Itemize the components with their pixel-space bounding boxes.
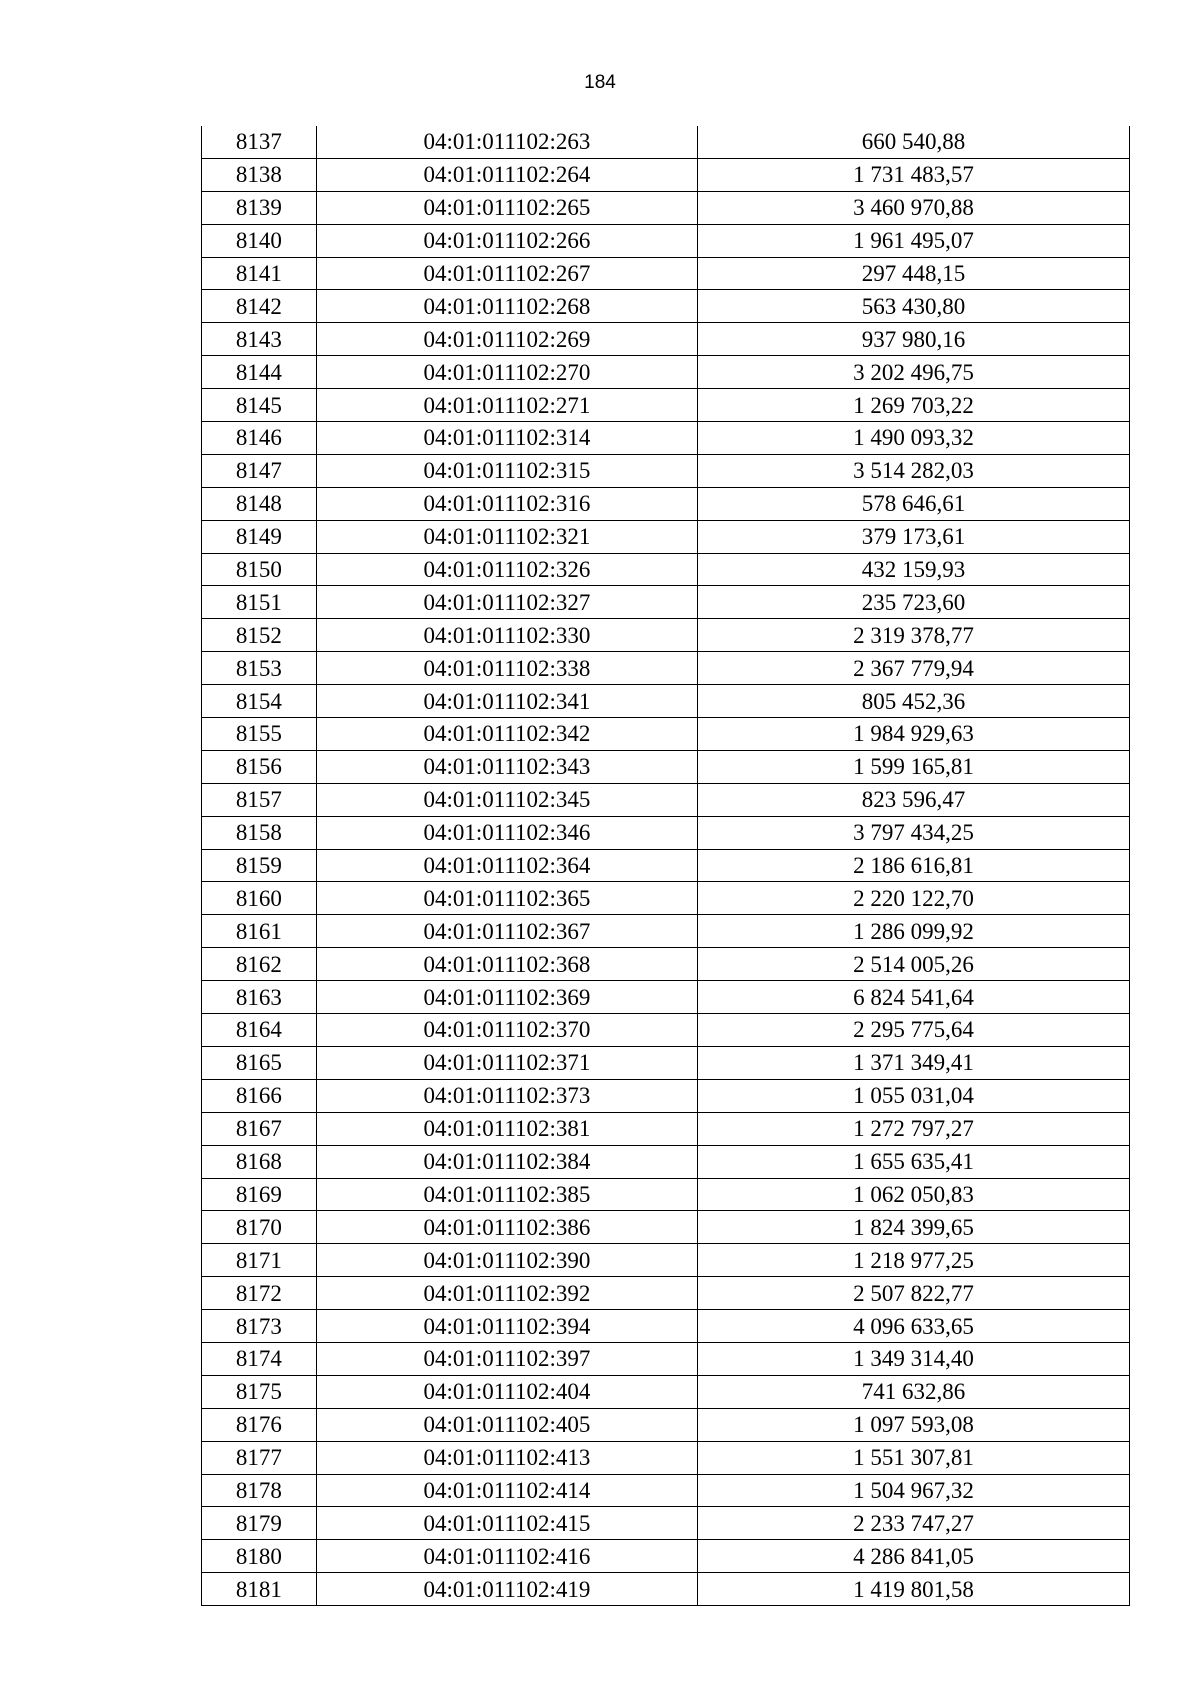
row-number-cell: 8154: [202, 685, 317, 718]
table-row: [202, 257, 1130, 290]
cadastral-value-cell: 3 202 496,75: [698, 356, 1130, 389]
table-row: [202, 783, 1130, 816]
cadastral-value-cell: 1 961 495,07: [698, 224, 1130, 257]
cadastral-value-cell: 4 096 633,65: [698, 1310, 1130, 1343]
cadastral-number-cell: 04:01:011102:271: [316, 389, 697, 422]
table-row: [202, 454, 1130, 487]
cadastral-value-cell: 2 295 775,64: [698, 1014, 1130, 1047]
table-row: [202, 290, 1130, 323]
table-row: [202, 126, 1130, 158]
cadastral-number-cell: 04:01:011102:416: [316, 1540, 697, 1573]
table-row: [202, 948, 1130, 981]
cadastral-value-cell: 1 055 031,04: [698, 1079, 1130, 1112]
table-row: [202, 619, 1130, 652]
page-number: 184: [584, 72, 616, 93]
table-row: [202, 356, 1130, 389]
cadastral-value-cell: 741 632,86: [698, 1375, 1130, 1408]
cadastral-value-cell: 1 062 050,83: [698, 1178, 1130, 1211]
table-row: [202, 981, 1130, 1014]
row-number-cell: 8172: [202, 1277, 317, 1310]
cadastral-value-cell: 2 233 747,27: [698, 1507, 1130, 1540]
cadastral-value-cell: 1 286 099,92: [698, 915, 1130, 948]
table-row: [202, 191, 1130, 224]
cadastral-number-cell: 04:01:011102:390: [316, 1244, 697, 1277]
cadastral-number-cell: 04:01:011102:413: [316, 1441, 697, 1474]
cadastral-value-cell: 2 507 822,77: [698, 1277, 1130, 1310]
cadastral-number-cell: 04:01:011102:394: [316, 1310, 697, 1343]
row-number-cell: 8140: [202, 224, 317, 257]
row-number-cell: 8162: [202, 948, 317, 981]
row-number-cell: 8179: [202, 1507, 317, 1540]
table-row: [202, 1342, 1130, 1375]
table-row: [202, 158, 1130, 191]
cadastral-value-cell: 2 220 122,70: [698, 882, 1130, 915]
cadastral-value-cell: 235 723,60: [698, 586, 1130, 619]
row-number-cell: 8171: [202, 1244, 317, 1277]
row-number-cell: 8142: [202, 290, 317, 323]
table-row: [202, 422, 1130, 455]
cadastral-value-cell: 660 540,88: [698, 126, 1130, 158]
cadastral-number-cell: 04:01:011102:321: [316, 520, 697, 553]
cadastral-value-cell: 805 452,36: [698, 685, 1130, 718]
table-row: [202, 1079, 1130, 1112]
table-row: [202, 882, 1130, 915]
cadastral-number-cell: 04:01:011102:385: [316, 1178, 697, 1211]
cadastral-number-cell: 04:01:011102:263: [316, 126, 697, 158]
cadastral-value-cell: 2 319 378,77: [698, 619, 1130, 652]
cadastral-value-cell: 578 646,61: [698, 487, 1130, 520]
table-row: [202, 323, 1130, 356]
row-number-cell: 8176: [202, 1408, 317, 1441]
cadastral-value-cell: 1 655 635,41: [698, 1145, 1130, 1178]
cadastral-number-cell: 04:01:011102:397: [316, 1342, 697, 1375]
table-row: [202, 685, 1130, 718]
cadastral-number-cell: 04:01:011102:405: [316, 1408, 697, 1441]
table-row: [202, 1474, 1130, 1507]
row-number-cell: 8138: [202, 158, 317, 191]
table-row: [202, 1178, 1130, 1211]
cadastral-number-cell: 04:01:011102:264: [316, 158, 697, 191]
row-number-cell: 8168: [202, 1145, 317, 1178]
cadastral-value-cell: 1 731 483,57: [698, 158, 1130, 191]
row-number-cell: 8167: [202, 1112, 317, 1145]
row-number-cell: 8178: [202, 1474, 317, 1507]
cadastral-value-cell: 1 824 399,65: [698, 1211, 1130, 1244]
cadastral-number-cell: 04:01:011102:386: [316, 1211, 697, 1244]
table-row: [202, 915, 1130, 948]
cadastral-number-cell: 04:01:011102:316: [316, 487, 697, 520]
cadastral-number-cell: 04:01:011102:315: [316, 454, 697, 487]
row-number-cell: 8177: [202, 1441, 317, 1474]
table-row: [202, 1441, 1130, 1474]
cadastral-number-cell: 04:01:011102:415: [316, 1507, 697, 1540]
cadastral-value-cell: 1 349 314,40: [698, 1342, 1130, 1375]
cadastral-number-cell: 04:01:011102:343: [316, 750, 697, 783]
cadastral-number-cell: 04:01:011102:268: [316, 290, 697, 323]
row-number-cell: 8151: [202, 586, 317, 619]
row-number-cell: 8159: [202, 849, 317, 882]
cadastral-value-cell: 1 504 967,32: [698, 1474, 1130, 1507]
cadastral-value-cell: 3 797 434,25: [698, 816, 1130, 849]
table-row: [202, 1573, 1130, 1606]
cadastral-number-cell: 04:01:011102:265: [316, 191, 697, 224]
cadastral-number-cell: 04:01:011102:414: [316, 1474, 697, 1507]
row-number-cell: 8180: [202, 1540, 317, 1573]
table-row: [202, 816, 1130, 849]
row-number-cell: 8169: [202, 1178, 317, 1211]
row-number-cell: 8166: [202, 1079, 317, 1112]
row-number-cell: 8141: [202, 257, 317, 290]
cadastral-value-cell: 2 514 005,26: [698, 948, 1130, 981]
cadastral-value-table: [201, 126, 1130, 1606]
row-number-cell: 8153: [202, 652, 317, 685]
cadastral-value-cell: 432 159,93: [698, 553, 1130, 586]
row-number-cell: 8148: [202, 487, 317, 520]
row-number-cell: 8175: [202, 1375, 317, 1408]
table-body: [202, 126, 1130, 1606]
cadastral-number-cell: 04:01:011102:330: [316, 619, 697, 652]
table-row: [202, 389, 1130, 422]
cadastral-number-cell: 04:01:011102:365: [316, 882, 697, 915]
row-number-cell: 8155: [202, 718, 317, 751]
table-row: [202, 224, 1130, 257]
cadastral-value-cell: 1 272 797,27: [698, 1112, 1130, 1145]
table-row: [202, 1112, 1130, 1145]
cadastral-value-cell: 3 460 970,88: [698, 191, 1130, 224]
table-row: [202, 1014, 1130, 1047]
cadastral-value-cell: 1 269 703,22: [698, 389, 1130, 422]
row-number-cell: 8143: [202, 323, 317, 356]
table-row: [202, 1408, 1130, 1441]
row-number-cell: 8161: [202, 915, 317, 948]
row-number-cell: 8173: [202, 1310, 317, 1343]
table-row: [202, 520, 1130, 553]
cadastral-number-cell: 04:01:011102:404: [316, 1375, 697, 1408]
row-number-cell: 8152: [202, 619, 317, 652]
table-row: [202, 487, 1130, 520]
cadastral-value-cell: 1 599 165,81: [698, 750, 1130, 783]
cadastral-number-cell: 04:01:011102:373: [316, 1079, 697, 1112]
cadastral-number-cell: 04:01:011102:384: [316, 1145, 697, 1178]
row-number-cell: 8160: [202, 882, 317, 915]
row-number-cell: 8146: [202, 422, 317, 455]
row-number-cell: 8150: [202, 553, 317, 586]
cadastral-number-cell: 04:01:011102:314: [316, 422, 697, 455]
cadastral-value-cell: 1 419 801,58: [698, 1573, 1130, 1606]
row-number-cell: 8147: [202, 454, 317, 487]
cadastral-value-cell: 1 490 093,32: [698, 422, 1130, 455]
cadastral-number-cell: 04:01:011102:269: [316, 323, 697, 356]
cadastral-number-cell: 04:01:011102:364: [316, 849, 697, 882]
cadastral-number-cell: 04:01:011102:369: [316, 981, 697, 1014]
cadastral-number-cell: 04:01:011102:345: [316, 783, 697, 816]
table-row: [202, 1277, 1130, 1310]
cadastral-value-cell: 1 984 929,63: [698, 718, 1130, 751]
cadastral-value-cell: 3 514 282,03: [698, 454, 1130, 487]
cadastral-number-cell: 04:01:011102:371: [316, 1046, 697, 1079]
cadastral-value-cell: 6 824 541,64: [698, 981, 1130, 1014]
cadastral-number-cell: 04:01:011102:327: [316, 586, 697, 619]
cadastral-value-cell: 1 218 977,25: [698, 1244, 1130, 1277]
table-row: [202, 1046, 1130, 1079]
cadastral-number-cell: 04:01:011102:368: [316, 948, 697, 981]
cadastral-number-cell: 04:01:011102:266: [316, 224, 697, 257]
table-row: [202, 1211, 1130, 1244]
row-number-cell: 8149: [202, 520, 317, 553]
table-row: [202, 718, 1130, 751]
cadastral-value-cell: 379 173,61: [698, 520, 1130, 553]
cadastral-number-cell: 04:01:011102:342: [316, 718, 697, 751]
cadastral-number-cell: 04:01:011102:370: [316, 1014, 697, 1047]
table-row: [202, 1145, 1130, 1178]
cadastral-number-cell: 04:01:011102:392: [316, 1277, 697, 1310]
cadastral-number-cell: 04:01:011102:381: [316, 1112, 697, 1145]
row-number-cell: 8158: [202, 816, 317, 849]
cadastral-number-cell: 04:01:011102:419: [316, 1573, 697, 1606]
cadastral-value-cell: 1 097 593,08: [698, 1408, 1130, 1441]
table-row: [202, 1540, 1130, 1573]
table-row: [202, 1375, 1130, 1408]
table-row: [202, 849, 1130, 882]
cadastral-value-cell: 1 551 307,81: [698, 1441, 1130, 1474]
cadastral-value-cell: 823 596,47: [698, 783, 1130, 816]
cadastral-number-cell: 04:01:011102:338: [316, 652, 697, 685]
row-number-cell: 8163: [202, 981, 317, 1014]
cadastral-value-cell: 297 448,15: [698, 257, 1130, 290]
table-row: [202, 750, 1130, 783]
cadastral-value-cell: 2 186 616,81: [698, 849, 1130, 882]
row-number-cell: 8139: [202, 191, 317, 224]
row-number-cell: 8137: [202, 126, 317, 158]
cadastral-number-cell: 04:01:011102:341: [316, 685, 697, 718]
cadastral-number-cell: 04:01:011102:367: [316, 915, 697, 948]
cadastral-value-cell: 937 980,16: [698, 323, 1130, 356]
cadastral-number-cell: 04:01:011102:346: [316, 816, 697, 849]
table-row: [202, 1507, 1130, 1540]
cadastral-number-cell: 04:01:011102:267: [316, 257, 697, 290]
row-number-cell: 8174: [202, 1342, 317, 1375]
table-row: [202, 586, 1130, 619]
table-row: [202, 1244, 1130, 1277]
table-row: [202, 1310, 1130, 1343]
table-row: [202, 652, 1130, 685]
row-number-cell: 8164: [202, 1014, 317, 1047]
cadastral-value-cell: 1 371 349,41: [698, 1046, 1130, 1079]
cadastral-value-cell: 563 430,80: [698, 290, 1130, 323]
cadastral-value-cell: 2 367 779,94: [698, 652, 1130, 685]
cadastral-number-cell: 04:01:011102:326: [316, 553, 697, 586]
table-row: [202, 553, 1130, 586]
row-number-cell: 8157: [202, 783, 317, 816]
cadastral-value-cell: 4 286 841,05: [698, 1540, 1130, 1573]
row-number-cell: 8156: [202, 750, 317, 783]
row-number-cell: 8165: [202, 1046, 317, 1079]
cadastral-number-cell: 04:01:011102:270: [316, 356, 697, 389]
row-number-cell: 8145: [202, 389, 317, 422]
row-number-cell: 8170: [202, 1211, 317, 1244]
row-number-cell: 8181: [202, 1573, 317, 1606]
row-number-cell: 8144: [202, 356, 317, 389]
